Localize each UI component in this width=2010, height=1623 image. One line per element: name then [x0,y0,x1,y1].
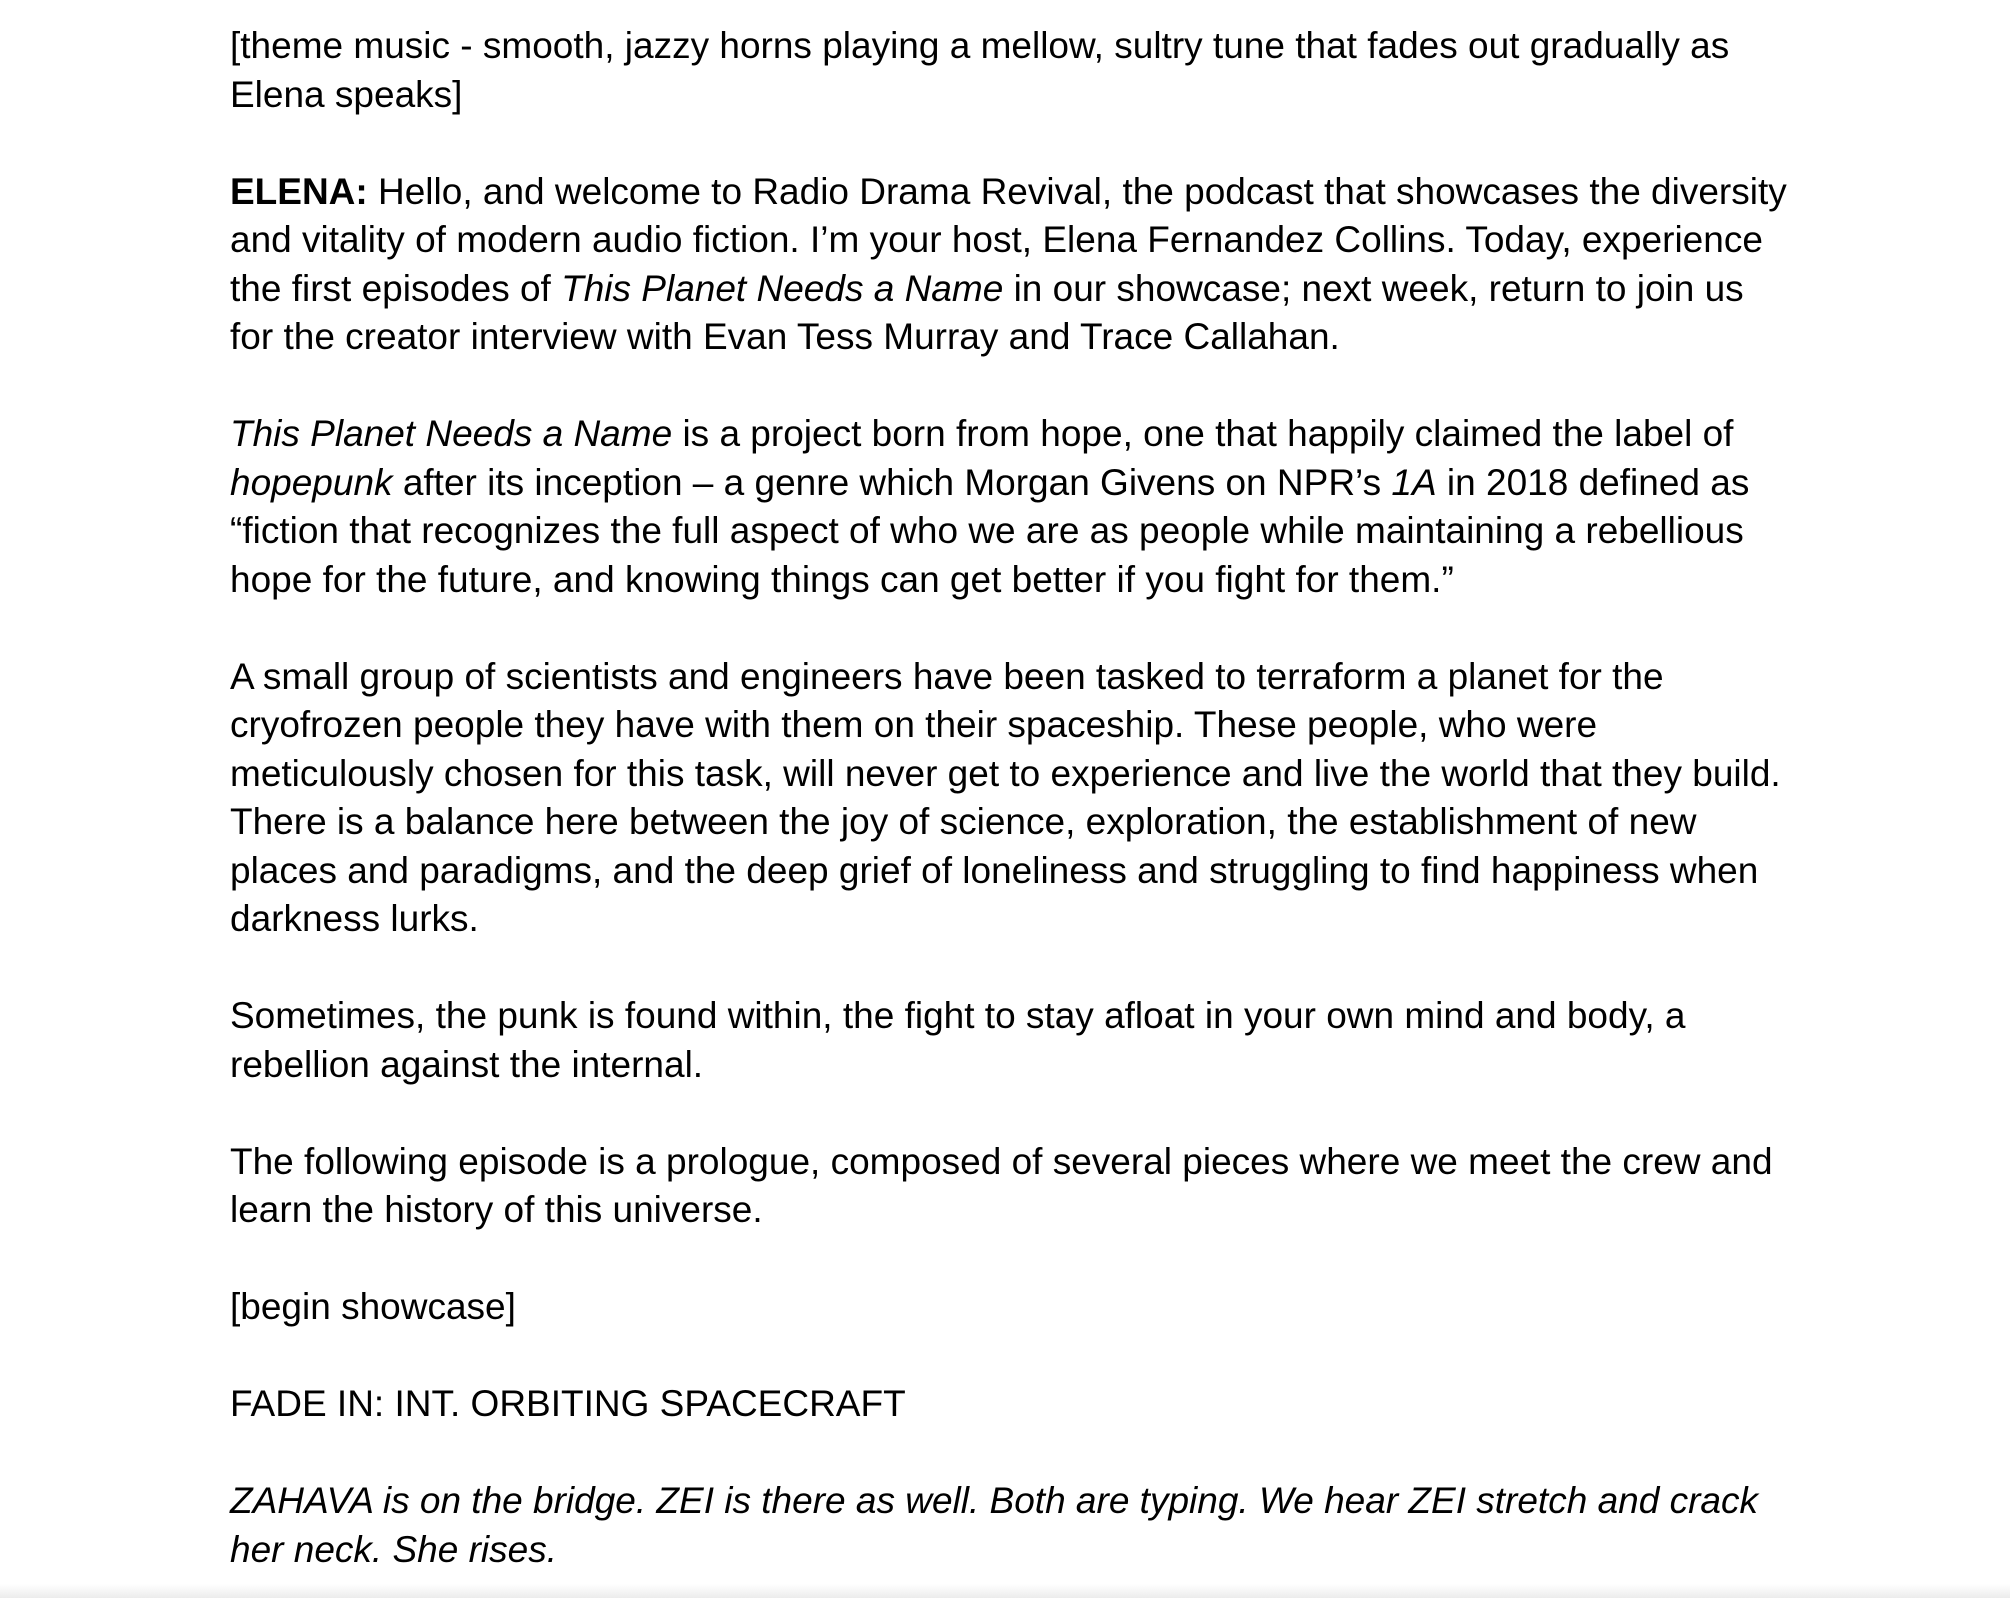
stage-direction-theme-music: [theme music - smooth, jazzy horns playing a mellow, sultry tune that fades out gradually as Elena speaks] [230,25,1730,115]
prologue-paragraph: The following episode is a prologue, composed of several pieces where we meet the crew and learn the history of this universe. [230,1140,1773,1230]
document-body [230,22,1790,1623]
hopepunk-paragraph [230,410,1790,604]
hopepunk-text-a: is a project born from hope, one that happily claimed the label of [672,413,1734,454]
intro-paragraph [230,168,1790,362]
stage-direction-begin-showcase: [begin showcase] [230,1286,516,1327]
premise-paragraph: A small group of scientists and engineers have been tasked to terraform a planet for the cryofrozen people they have with them on their spaceship. These people, who were meticulously chosen for this task, will never get to experience and live the world that they build. There is a balance here between the joy of science, exploration, the establishment of new places and paradigms, and the deep grief of loneliness and struggling to find happiness when darkness lurks. [230,655,1781,939]
intro-text-a: Hello, and welcome to Radio Drama Revival, the podcast that showcases the diversity and vitality of modern audio fiction. I’m your host, Elena Fernandez Collins. Today, experience the first episodes of [230,170,1787,309]
show-title: This Planet Needs a Name [230,413,673,454]
intro-text-b: in our showcase; next week, return to join us for the creator interview with Evan Tess Murray and Trace Callahan. [230,267,1744,357]
show-title: This Planet Needs a Name [561,267,1004,309]
action-line: ZAHAVA is on the bridge. ZEI is there as well. Both are typing. We hear ZEI stretch and crack her neck. She rises. [230,1480,1758,1570]
speaker-label: ELENA: [230,170,368,212]
genre-term: hopepunk [230,461,393,503]
scene-heading: FADE IN: INT. ORBITING SPACECRAFT [230,1383,906,1424]
punk-within-paragraph: Sometimes, the punk is found within, the fight to stay afloat in your own mind and body, a rebellion against the internal. [230,995,1686,1085]
hopepunk-text-c: in 2018 defined as “fiction that recognizes the full aspect of who we are as people while maintaining a rebellious hope for the future, and knowing things can get better if you fight for them.” [230,461,1750,600]
hopepunk-text-b: after its inception – a genre which Morgan Givens on NPR’s [392,461,1392,503]
bottom-edge-shadow [0,1584,2010,1598]
radio-show-name: 1A [1391,461,1437,503]
